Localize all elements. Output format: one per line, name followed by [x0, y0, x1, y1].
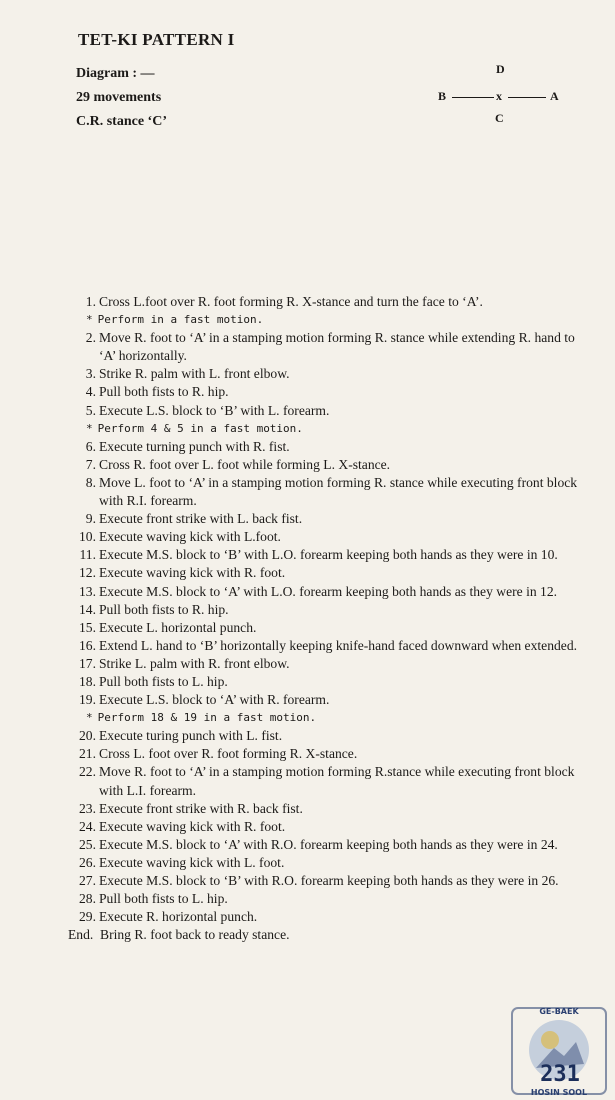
- movement-number: 15.: [79, 619, 96, 635]
- diagram-line-right: [508, 97, 546, 98]
- movement-item: [72, 564, 582, 582]
- movement-text: Execute M.S. block to ‘B’ with R.O. forearm keeping both hands as they were in 26.: [99, 873, 559, 888]
- movement-item: [68, 926, 582, 944]
- movement-number: 3.: [85, 366, 96, 382]
- perform-note: [86, 709, 582, 727]
- movement-text: Execute L.S. block to ‘A’ with R. forearm.: [99, 692, 330, 708]
- movement-item: [72, 402, 582, 420]
- movement-number: 4.: [85, 384, 96, 400]
- movement-item: [72, 583, 582, 601]
- movement-number: 23.: [79, 800, 96, 816]
- movement-item: [72, 365, 582, 383]
- movement-text: Move R. foot to ‘A’ in a stamping motion forming R.stance while executing front block with L.I. forearm.: [99, 764, 575, 798]
- movement-text: Execute M.S. block to ‘B’ with L.O. forearm keeping both hands as they were in 10.: [99, 547, 558, 563]
- movement-text: Execute L. horizontal punch.: [99, 619, 257, 635]
- movement-item: [72, 637, 582, 655]
- movement-text: Cross R. foot over L. foot while forming L. X-stance.: [99, 456, 391, 472]
- movement-text: Execute waving kick with R. foot.: [99, 565, 286, 581]
- perform-note: [86, 311, 582, 329]
- movement-number: 5.: [85, 402, 96, 418]
- movement-item: [72, 619, 582, 637]
- movement-item: [72, 456, 582, 474]
- diagram-point-c: C: [495, 111, 504, 125]
- movement-number: 13.: [79, 583, 96, 599]
- logo-text-bottom: HOSIN SOOL: [530, 1088, 588, 1097]
- movement-number: 28.: [79, 891, 96, 907]
- movement-text: Execute turning punch with R. fist.: [99, 438, 290, 454]
- movement-text: Execute waving kick with R. foot.: [99, 818, 286, 834]
- movement-text: Execute turing punch with L. fist.: [99, 728, 283, 744]
- movement-text: Move L. foot to ‘A’ in a stamping motion forming R. stance while executing front block with R.I. forearm.: [99, 474, 578, 509]
- movement-number: 21.: [79, 746, 96, 762]
- movement-number: 14.: [79, 601, 96, 617]
- movement-text: Strike L. palm with R. front elbow.: [99, 655, 290, 671]
- movement-number: 1.: [85, 294, 96, 309]
- movement-item: [72, 763, 582, 799]
- diagram-label: Diagram : —: [76, 66, 155, 81]
- movement-text: Pull both fists to L. hip.: [99, 673, 228, 689]
- movement-text: Cross L. foot over R. foot forming R. X-stance.: [99, 746, 358, 762]
- movement-number: 12.: [79, 565, 96, 581]
- note-asterisk: *: [86, 313, 93, 327]
- movement-list: [68, 293, 582, 944]
- movement-item: [72, 438, 582, 456]
- diagram-point-d: D: [496, 62, 505, 76]
- movement-text: Bring R. foot back to ready stance.: [100, 927, 290, 943]
- movement-item: [72, 293, 582, 311]
- movement-number: 19.: [79, 692, 96, 708]
- movement-number: 10.: [79, 529, 96, 545]
- movement-text: Strike R. palm with L. front elbow.: [99, 366, 290, 382]
- movement-text: Move R. foot to ‘A’ in a stamping motion forming R. stance while extending R. hand to ‘A’ horizontally.: [99, 330, 575, 364]
- movement-text: Execute front strike with L. back fist.: [99, 511, 303, 527]
- diagram-line-left: [452, 97, 494, 98]
- diagram-point-a: A: [550, 89, 559, 103]
- movement-item: [72, 800, 582, 818]
- movement-number: 6.: [85, 438, 96, 454]
- movement-number: 9.: [85, 511, 96, 527]
- movement-item: [72, 474, 582, 510]
- movement-item: [72, 818, 582, 836]
- movement-text: Pull both fists to R. hip.: [99, 384, 229, 400]
- movement-text: Execute waving kick with L.foot.: [99, 529, 281, 545]
- movement-number: 26.: [79, 854, 96, 870]
- note-asterisk: *: [86, 421, 93, 435]
- movement-item: [72, 601, 582, 619]
- movement-text: Cross L.foot over R. foot forming R. X-stance and turn the face to ‘A’.: [99, 294, 483, 309]
- movement-number: 7.: [85, 456, 96, 472]
- movement-count: 29 movements: [76, 90, 162, 105]
- direction-diagram: [432, 60, 582, 130]
- movement-text: Execute M.S. block to ‘A’ with R.O. forearm keeping both hands as they were in 24.: [99, 836, 558, 852]
- movement-item: [72, 872, 582, 890]
- movement-number: 27.: [79, 873, 96, 888]
- movement-number: 25.: [79, 836, 96, 852]
- note-text: Perform in a fast motion.: [97, 313, 264, 327]
- movement-text: Execute R. horizontal punch.: [99, 909, 258, 925]
- movement-number: 2.: [85, 330, 96, 346]
- movement-text: Execute waving kick with L. foot.: [99, 854, 285, 870]
- movement-item: [72, 383, 582, 401]
- movement-item: [72, 546, 582, 564]
- note-asterisk: *: [86, 711, 93, 725]
- movement-item: [72, 836, 582, 854]
- movement-number: 20.: [79, 728, 96, 744]
- movement-item: [72, 691, 582, 709]
- movement-item: [72, 890, 582, 908]
- starting-stance: C.R. stance ‘C’: [76, 114, 167, 129]
- movement-item: [72, 745, 582, 763]
- movement-item: [72, 673, 582, 691]
- movement-text: Execute M.S. block to ‘A’ with L.O. forearm keeping both hands as they were in 12.: [99, 583, 558, 599]
- logo-text-top: GE-BAEK: [539, 1007, 579, 1016]
- note-text: Perform 18 & 19 in a fast motion.: [97, 711, 317, 725]
- note-text: Perform 4 & 5 in a fast motion.: [97, 421, 303, 435]
- movement-item: [72, 329, 582, 365]
- movement-text: Pull both fists to R. hip.: [99, 601, 229, 617]
- movement-number: 17.: [79, 655, 96, 671]
- movement-number: End.: [68, 927, 94, 943]
- page-title: TET-KI PATTERN I: [78, 30, 235, 49]
- movement-item: [72, 655, 582, 673]
- diagram-center-mark: x: [496, 89, 502, 103]
- movement-number: 18.: [79, 673, 96, 689]
- movement-item: [72, 510, 582, 528]
- movement-number: 16.: [79, 637, 96, 653]
- movement-number: 11.: [79, 547, 96, 563]
- movement-item: [72, 854, 582, 872]
- movement-number: 22.: [79, 764, 96, 780]
- movement-item: [72, 727, 582, 745]
- diagram-point-b: B: [438, 89, 447, 103]
- perform-note: [86, 420, 582, 438]
- movement-text: Extend L. hand to ‘B’ horizontally keeping knife-hand faced downward when extended.: [99, 637, 578, 653]
- page-number: 231: [540, 1062, 580, 1087]
- movement-item: [72, 528, 582, 546]
- movement-item: [72, 908, 582, 926]
- movement-text: Execute front strike with R. back fist.: [99, 800, 303, 816]
- movement-number: 8.: [85, 474, 96, 490]
- movement-text: Pull both fists to L. hip.: [99, 891, 228, 907]
- movement-number: 29.: [79, 909, 96, 925]
- movement-text: Execute L.S. block to ‘B’ with L. forearm.: [99, 402, 330, 418]
- movement-number: 24.: [79, 818, 96, 834]
